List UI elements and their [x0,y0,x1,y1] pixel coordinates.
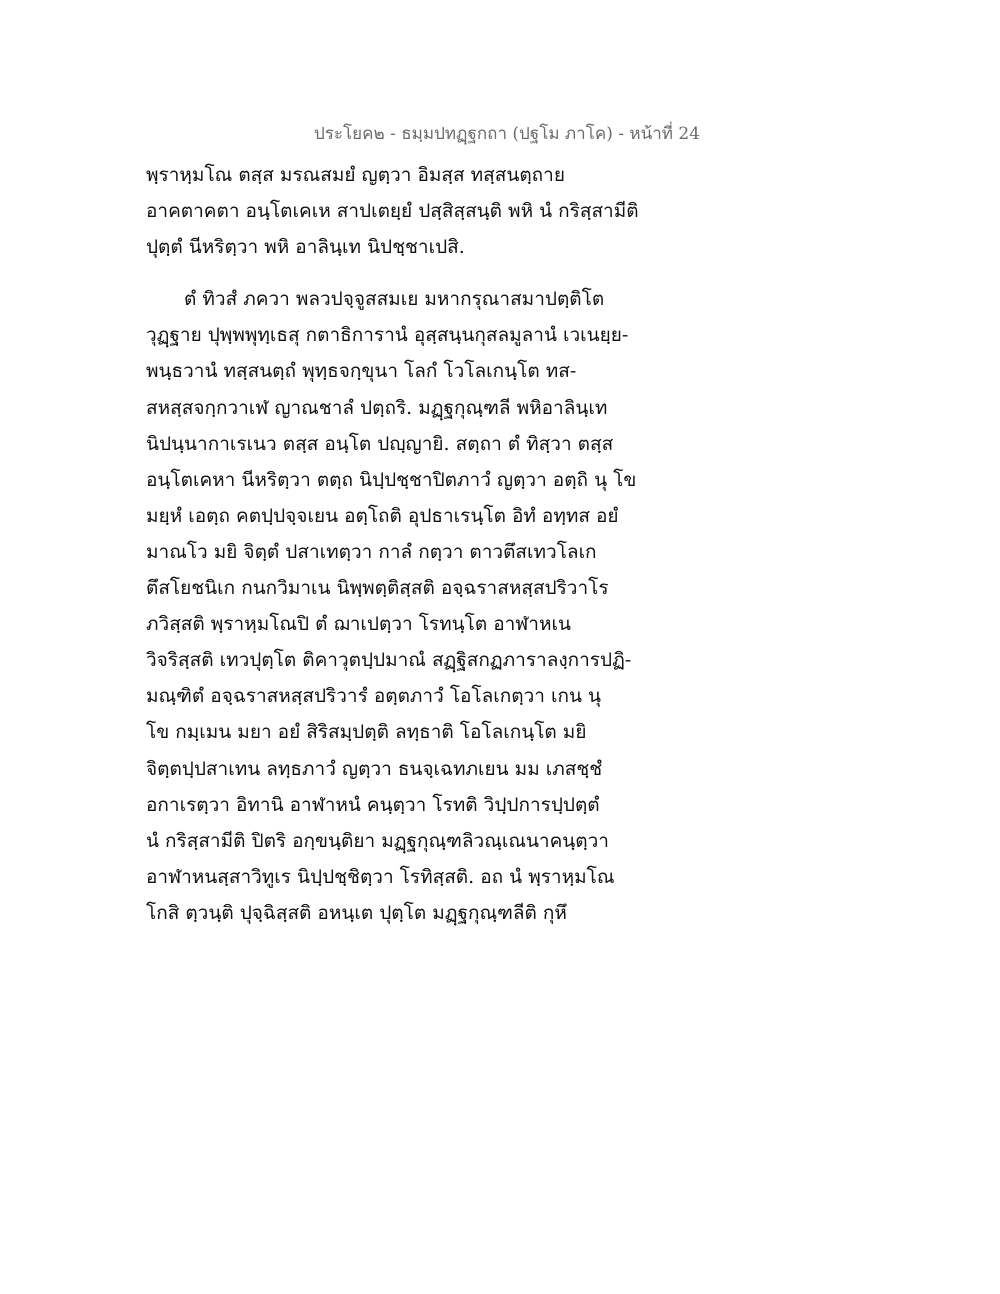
text-line: มณฺฑิตํ อจฺฉราสหสฺสปริวารํ อตฺตภาวํ โอโลเกตฺวา เกน นุ [146,685,602,708]
text-line: อาฬาหนสฺสาวิทูเร นิปฺปชฺชิตฺวา โรทิสฺสติ. อถ นํ พฺราหฺมโณ [146,865,615,888]
text-line: มยฺหํ เอตฺถ คตปฺปจฺจเยน อตฺโถติ อุปธาเรนฺโต อิทํ อทฺทส อยํ [146,504,619,527]
text-line: สหสฺสจกฺกวาเฬ ญาณชาลํ ปตฺถริ. มฏฺฐกุณฺฑลี พหิอาลินฺเท [146,396,608,419]
text-line: โข กมฺเมน มยา อยํ สิริสมฺปตฺติ ลทฺธาติ โอโลเกนฺโต มยิ [146,721,587,744]
text-line: วุฏฺฐาย ปุพฺพพุทฺเธสุ กตาธิการานํ อุสฺสนฺนกุสลมูลานํ เวเนยฺย- [146,324,629,347]
body-text [146,157,666,931]
text-line: โกสิ ตฺวนฺติ ปุจฺฉิสฺสติ อหนฺเต ปุตฺโต มฏฺฐกุณฺฑลีติ กุหึ [146,901,567,924]
text-line: ภวิสฺสติ พฺราหฺมโณปิ ตํ ฌาเปตฺวา โรทนฺโต อาฬาหเน [146,613,571,636]
text-line: นํ กริสฺสามีติ ปิตริ อกฺขนฺติยา มฏฺฐกุณฺฑลิวณฺเณนาคนฺตฺวา [146,829,609,852]
text-line: นิปนฺนากาเรเนว ตสฺส อนฺโต ปญฺญายิ. สตฺถา ตํ ทิสฺวา ตสฺส [146,432,614,455]
text-line: มาณโว มยิ จิตฺตํ ปสาเทตฺวา กาลํ กตฺวา ตาวตึสเทวโลเก [146,540,597,563]
paragraph-gap [146,265,666,281]
text-line: จิตฺตปฺปสาเทน ลทฺธภาวํ ญตฺวา ธนจฺเฉทภเยน มม เภสชฺชํ [146,757,603,780]
text-line: อนฺโตเคหา นีหริตฺวา ตตฺถ นิปฺปชฺชาปิตภาวํ ญตฺวา อตฺถิ นุ โข [146,468,637,491]
text-line: อกาเรตฺวา อิทานิ อาฬาหนํ คนฺตฺวา โรทติ วิปฺปการปฺปตฺตํ [146,793,600,816]
text-line: ตํ ทิวสํ ภควา พลวปจฺจูสสมเย มหากรุณาสมาปตฺติโต [184,288,605,311]
text-line: ปุตฺตํ นีหริตฺวา พหิ อาลินฺเท นิปชฺชาเปสิ. [146,236,465,259]
text-line: พฺราหฺมโณ ตสฺส มรณสมยํ ญตฺวา อิมสฺส ทสฺสนตฺถาย [146,164,565,186]
paragraph-1 [146,157,666,265]
text-line: อาคตาคตา อนฺโตเคเห สาปเตยฺยํ ปสฺสิสฺสนฺติ พหิ นํ กริสฺสามีติ [146,200,639,223]
text-line: พนฺธวานํ ทสฺสนตฺถํ พุทฺธจกฺขุนา โลกํ โวโลเกนฺโต ทส- [146,360,577,383]
text-line: วิจริสฺสติ เทวปุตฺโต ติคาวุตปฺปมาณํ สฏฺฐิสกฏภาราลงฺการปฏิ- [146,649,632,672]
text-line: ตึสโยชนิเก กนกวิมาเน นิพฺพตฺติสฺสติ อจฺฉราสหสฺสปริวาโร [146,577,609,600]
paragraph-2 [146,281,666,931]
running-header: ประโยค๒ - ธมฺมปทฏฺฐกถา (ปฐโม ภาโค) - หน้าที่ 24 [314,124,700,144]
